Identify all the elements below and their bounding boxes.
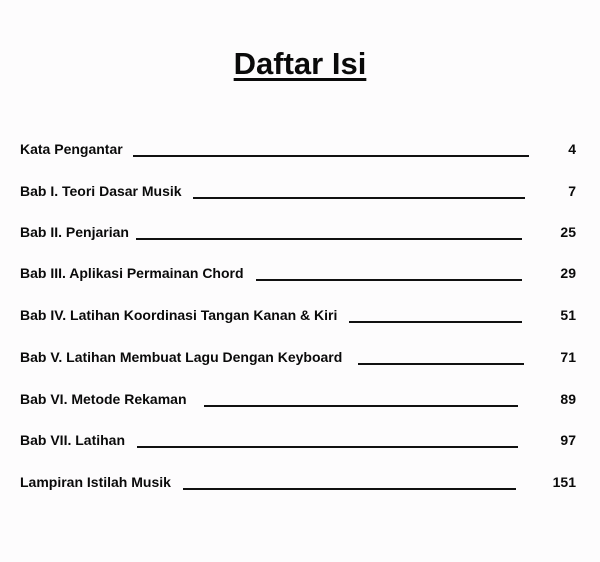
toc-leader-line xyxy=(137,446,518,448)
toc-entry-page: 51 xyxy=(560,307,576,323)
toc-leader-line xyxy=(136,238,522,240)
toc-leader-line xyxy=(193,197,525,199)
page-title: Daftar Isi xyxy=(233,46,367,81)
toc-entry xyxy=(20,472,576,494)
toc-entry xyxy=(20,347,576,369)
toc-entry-page: 29 xyxy=(560,265,576,281)
toc-entry xyxy=(20,263,576,285)
toc-entry-label: Lampiran Istilah Musik xyxy=(20,474,171,490)
toc-entry-page: 71 xyxy=(560,349,576,365)
toc-entry xyxy=(20,305,576,327)
toc-entry-page: 151 xyxy=(552,474,576,490)
toc-leader-line xyxy=(183,488,516,490)
toc-leader-line xyxy=(256,279,522,281)
toc-entry-page: 89 xyxy=(560,391,576,407)
toc-leader-line xyxy=(358,363,524,365)
toc-entry xyxy=(20,389,576,411)
toc-entry-label: Bab VI. Metode Rekaman xyxy=(20,391,187,407)
toc-entry xyxy=(20,181,576,203)
toc-entry-label: Bab VII. Latihan xyxy=(20,432,126,448)
toc-entry-label: Bab V. Latihan Membuat Lagu Dengan Keyboard xyxy=(20,349,343,365)
toc-leader-line xyxy=(133,155,529,157)
toc-entry-page: 7 xyxy=(568,183,576,199)
toc-entry-label: Bab III. Aplikasi Permainan Chord xyxy=(20,265,244,281)
toc-entry xyxy=(20,430,576,452)
toc-entry-label: Bab IV. Latihan Koordinasi Tangan Kanan & Kiri xyxy=(20,307,338,323)
toc-entry-page: 97 xyxy=(560,432,576,448)
toc-entry xyxy=(20,139,576,161)
toc-entry xyxy=(20,222,576,244)
toc-entry-page: 4 xyxy=(568,141,576,157)
toc-entry-label: Bab II. Penjarian xyxy=(20,224,129,240)
toc-entry-label: Bab I. Teori Dasar Musik xyxy=(20,183,182,199)
toc-leader-line xyxy=(349,321,522,323)
toc-entry-label: Kata Pengantar xyxy=(20,141,123,157)
toc-entry-page: 25 xyxy=(560,224,576,240)
toc-leader-line xyxy=(204,405,518,407)
